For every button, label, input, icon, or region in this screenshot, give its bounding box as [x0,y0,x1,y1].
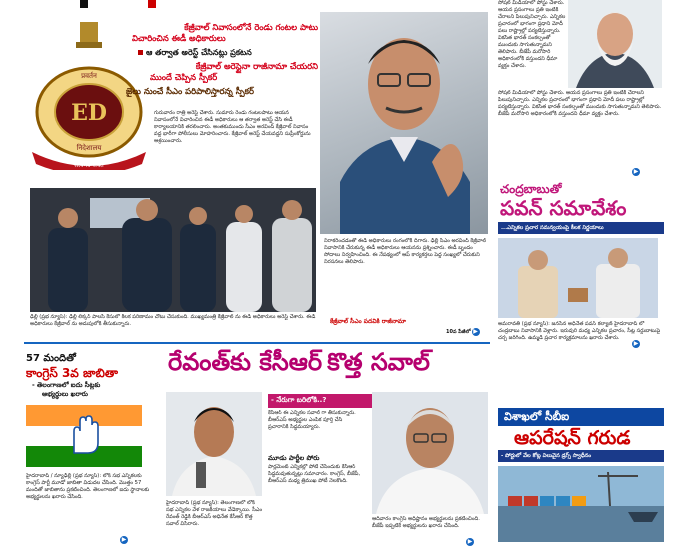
ed-seal-motto: सत्यमेव जयते [74,162,104,169]
point-3b: ముందే చెప్పిన స్పీకర్ [150,72,218,82]
arrow-icon: ▶ [633,340,639,347]
pawan-box [498,182,664,348]
main-story-body-right: నిరాకరించడంతో ఈడీ అధికారులు రంగంలోకి దిగారు. ఢిల్లీ సీఎం అరవింద్ కేజ్రీవాల్ నివాసానికి చేరుకున్న ఈడీ అధికారులు ఆయనను ప్రశ్నించారు. ఈడీ బృందం సోదాలు నిర్వహించింది. ఈ నేపథ్యంలో ఆప్ కార్యకర్తలు పెద్ద సంఖ్యలో చేరుకుని నిరసనలు తెలిపారు. [324,238,486,265]
arrow-icon: ▶ [121,536,127,543]
point-1b: విచారించిన ఈడీ అధికారులు [132,33,226,43]
pawan-chandrababu-photo [498,238,658,318]
headline-part-1: రేవంత్‌కు కేసీఆర్ [168,348,323,376]
continue-label: 10వ పేజీలో [446,328,471,335]
col3-heading: మూడు పార్టీల పోరు [268,454,320,462]
revanth-col3b: పార్లమెంట్ ఎన్నికల్లో పోటీ చేసేందుకు కేసీఆర్ సిద్ధమవుతున్నట్లు సమాచారం. కాంగ్రెస్, బీజేపీ, బీఆర్ఎస్ మధ్య త్రిముఖ పోటీ నెలకొంది. [268,464,361,484]
point-3: కేజ్రీవాల్ అరెస్టైనా రాజీనామా చేయరని [195,61,318,71]
point-1: కేజ్రీవాల్ నివాసంలోనే రెండు గంటల పాటు [184,22,318,32]
divider-horizontal [24,342,490,344]
kcr-photo [372,392,488,514]
continue-link-modi[interactable] [632,168,640,176]
ed-seal-letters: ED [71,100,107,126]
bullet-icon [138,50,143,55]
modi-story-body: సోషల్ మీడియాలో పోస్టు చేశారు. ఆయన ప్రసంగాలు ప్రతి ఇంటికి చేరాలని పిలుపునిచ్చారు. ఎన్నికల ప్రచారంలో భాగంగా ప్రధాని మోదీ పలు రాష్ట్రాల్లో పర్యటిస్తున్నారు. వికసిత భారత్ సంకల్పంతో ముందుకు సాగుతున్నామని తెలిపారు. బీజేపీ మరోసారి అధికారంలోకి వస్తుందని ధీమా వ్యక్తం చేశారు. [498,0,566,69]
congress-subtitle-2: అభ్యర్థులు ఖరారు [42,390,88,398]
congress-box [26,352,154,546]
main-story-body-left: గురువారం రాత్రి అరెస్ట్ చేశారు. సుమారు రెండు గంటలపాటు ఆయన నివాసంలోనే విచారించిన ఈడీ అధికారులు ఆ తర్వాత అరెస్ట్ చేసి ఈడీ కార్యాలయానికి తరలించారు. అంతకుముందు సీఎం అరవింద్ కేజ్రీవాల్ నివాసం వద్ద భారీగా పోలీసులు మోహరించారు. కేజ్రీవాల్ అరెస్ట్ చేయవద్దని సుప్రీంకోర్టును ఆశ్రయించారు. [154,110,311,144]
revanth-col1: హైదరాబాద్ (ప్రభ న్యూస్): తెలంగాణలో లోక్ సభ ఎన్నికల వేళ రాజకీయాలు వేడెక్కాయి. సీఎం రేవంత్ రెడ్డికి బీఆర్ఎస్ అధినేత కేసీఆర్ కొత్త సవాల్ విసిరారు. [166,500,263,527]
continue-link-congress[interactable] [120,536,128,544]
arrow-icon: ▶ [633,168,639,175]
point-4: జైలు నుంచే సీఎం పరిపాలిస్తారన్న స్పీకర్ [126,86,254,96]
garuda-box [498,408,664,550]
ed-seal-top: प्रवर्तन [81,72,97,80]
photo-caption: కేజ్రీవాల్ సీఎం పదవికి రాజీనామా [330,318,407,325]
ed-story-points [122,22,318,97]
pawan-subtitle: ...ఎన్నికల ప్రచార సమన్వయంపై కీలక నిర్ణయాలు [498,222,664,234]
pawan-title-2: పవన్ సమావేశం [500,196,627,220]
garuda-title-2: ఆపరేషన్ గరుడ [514,427,631,449]
point-2: ఆ తర్వాత అరెస్ట్ చేసినట్లు ప్రకటన [146,48,252,57]
garuda-title-1: విశాఖలో సీబీఐ [498,408,664,426]
modi-photo [568,0,662,88]
congress-body: హైదరాబాద్ / న్యూఢిల్లీ (ప్రభ న్యూస్): లోక్ సభ ఎన్నికలకు కాంగ్రెస్ పార్టీ మూడో జాబితా విడుదల చేసింది. మొత్తం 57 మందితో జాబితాను ప్రకటించింది. తెలంగాణలో ఐదు స్థానాలకు అభ్యర్థులను ఖరారు చేసింది. [26,473,150,500]
revanth-col4: ఆదివారం కాంగ్రెస్ అధిష్టానం అభ్యర్థులను ప్రకటించింది. బీజేపీ ఇప్పటికే అభ్యర్థులను ఖరారు చేసింది. [372,516,480,529]
headline-part-2: కొత్త సవాల్ [327,348,430,376]
congress-flag [26,405,142,467]
ed-seal-bottom: निदेशालय [76,144,102,152]
revanth-headline [168,348,498,380]
kejriwal-photo [320,12,488,234]
pawan-title-1: చంద్రబాబుతో [500,182,562,196]
garuda-subtitle: - పోర్టులో వేల కోట్ల విలువైన డ్రగ్స్ స్వాధీనం [498,450,664,462]
congress-title-1: 57 మందితో [26,353,76,364]
revanth-photo [166,392,262,496]
pawan-body: అమరావతి (ప్రభ న్యూస్): జనసేన అధినేత పవన్ కల్యాణ్ హైదరాబాద్ లో చంద్రబాబు నివాసానికి వెళ్లారు. ఇరువురి మధ్య ఎన్నికల ప్రచారం, సీట్ల సర్దుబాటుపై చర్చ జరిగింది. ఉమ్మడి ప్రచార కార్యక్రమాలను ఖరారు చేశారు. [498,321,661,341]
hand-icon [66,415,102,455]
continue-link-main[interactable] [446,328,480,336]
revanth-col3a: కేసీఆర్ ఈ ఎన్నికల సవాల్ గా తీసుకున్నారు. బీఆర్ఎస్ అభ్యర్థుల ఎంపిక పూర్తి చేసి ప్రచారానికి సిద్ధమయ్యారు. [268,410,356,430]
top-cut-headline [20,0,310,14]
continue-link-pawan[interactable] [632,340,640,348]
congress-subtitle-1: - తెలంగాణలో ఐదు సీట్లకు [32,381,101,389]
modi-story-body-2: సోషల్ మీడియాలో పోస్టు చేశారు. ఆయన ప్రసంగాలు ప్రతి ఇంటికి చేరాలని పిలుపునిచ్చారు. ఎన్నికల ప్రచారంలో భాగంగా ప్రధాని మోదీ పలు రాష్ట్రాల్లో పర్యటిస్తున్నారు. వికసిత భారత్ సంకల్పంతో ముందుకు సాగుతున్నామని తెలిపారు. బీజేపీ మరోసారి అధికారంలోకి వస్తుందని ధీమా వ్యక్తం చేశారు. [498,90,662,117]
ed-photo-caption: ఢిల్లీ (ప్రభ న్యూస్): ఢిల్లీ లిక్కర్ పాలసీ కేసులో కీలక పరిణామం చోటు చేసుకుంది. ముఖ్యమంత్రి కేజ్రీవాల్ ను ఈడీ అధికారులు అరెస్ట్ చేశారు. ఈడీ అధికారులు కేజ్రీవాల్ ను అదుపులోకి తీసుకున్నారు. [30,314,316,327]
port-photo [498,466,664,542]
ed-officials-photo [30,188,316,312]
arrow-icon: ▶ [473,328,478,335]
point-2-row [122,47,318,58]
arrow-icon: ▶ [467,538,473,545]
congress-title-2: కాంగ్రెస్ 3వ జాబితా [26,366,118,380]
continue-link-revanth[interactable] [466,538,474,546]
revanth-sub-tag: - నేరుగా బరిలోకి..? [268,394,376,408]
